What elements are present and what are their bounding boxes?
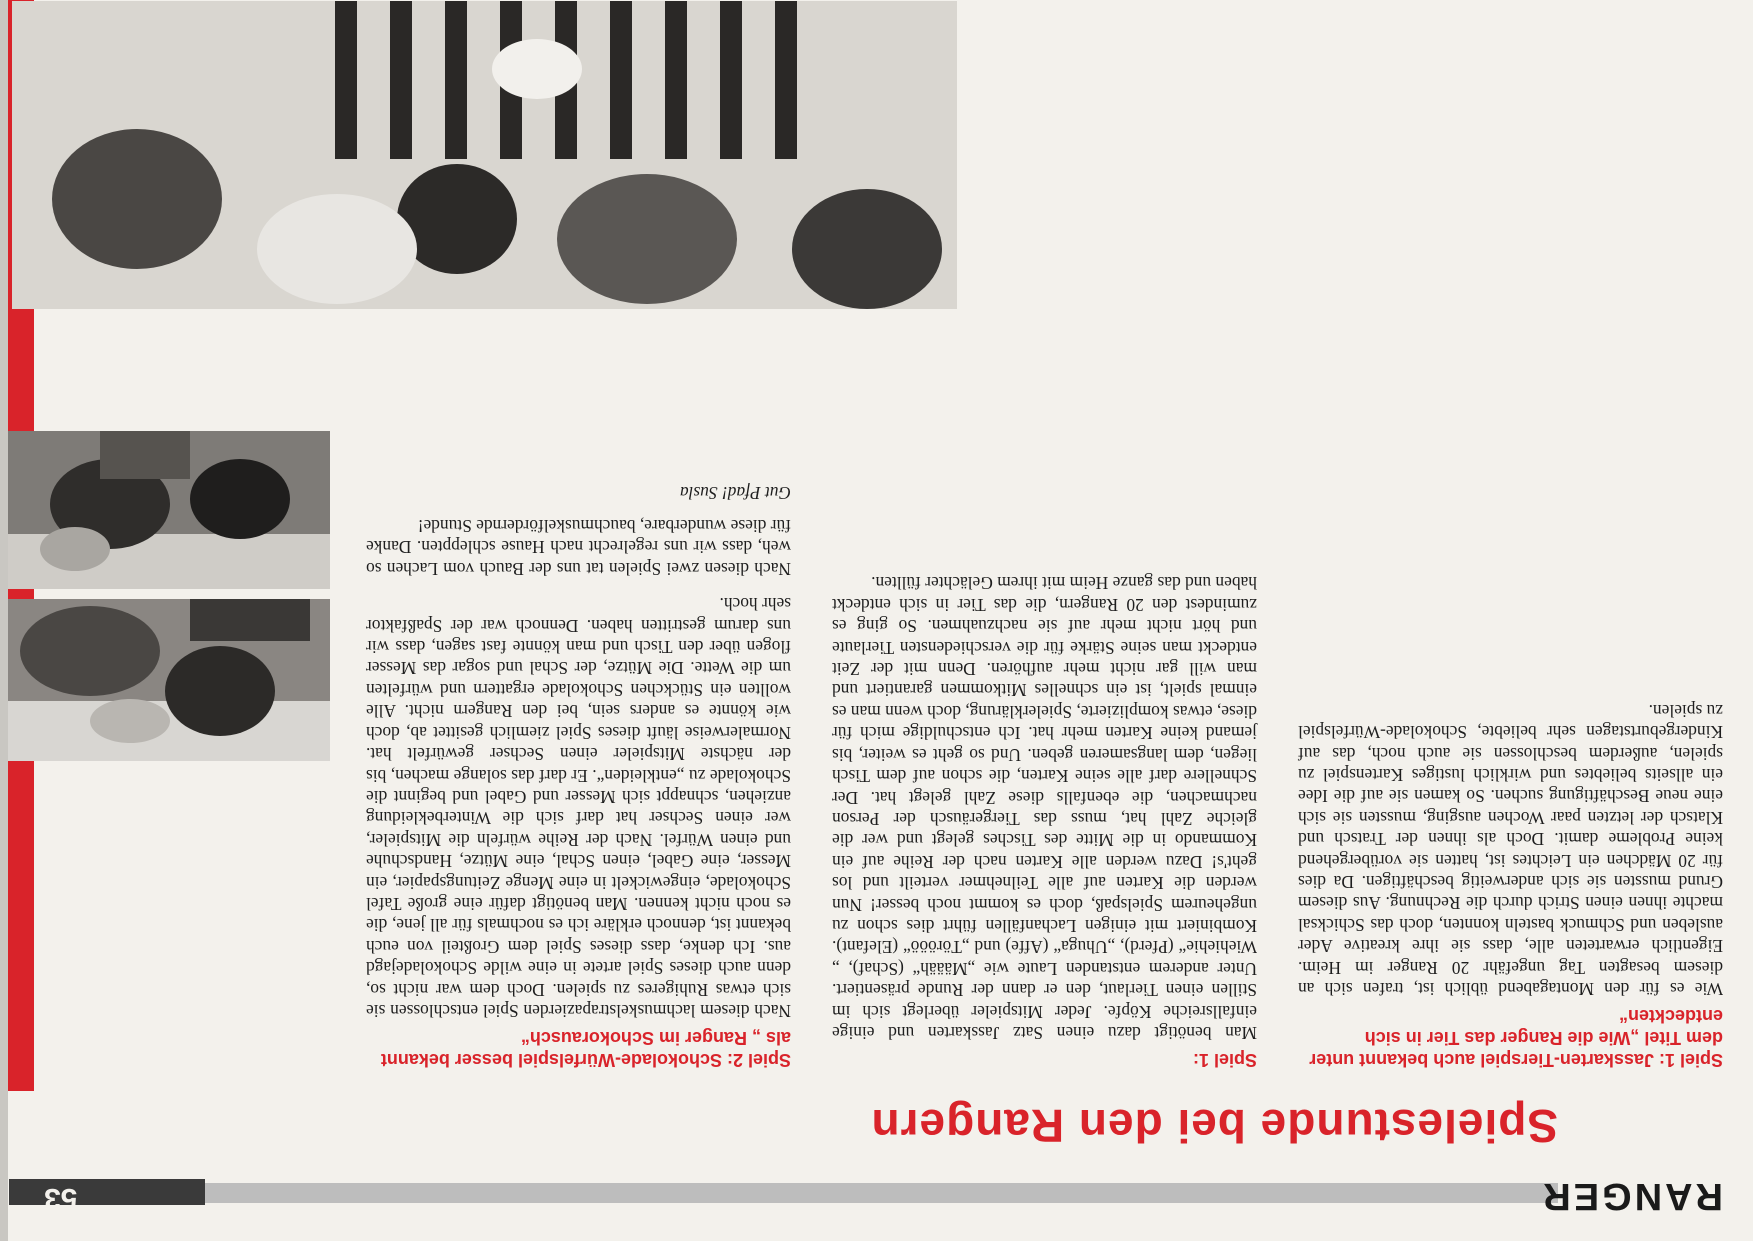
section-label: RANGER: [1540, 1175, 1723, 1217]
game2-paragraph-1: Nach diesem lachmuskelstrapazierden Spiel entschlossen sie sich etwas Ruhigeres zu spielen. Doch dem war nicht so, denn auch dieses Spiel artete in eine wilde Schokoladejagd aus. Ich denke, dass dieses Spiel dem Großteil von euch bekannt ist, dennoch erkläre ich es nochmals für all jene, die es noch nicht kennen. Man benötigt dafür eine große Tafel Schokolade, eingewickelt in eine Menge Zeitungspapier, ein Messer, eine Gabel, einen Schal, eine Mütze, Handschuhe und einen Würfel. Nach der Reihe würfeln die Mitspieler, wer einen Sechser hat darf sich die Winterbekleidung anziehen, schnappt sich Messer und Gabel und beginnt die Schokolade zu „entkleiden“. Er darf das solange machen, bis der nächste Mitspieler einen Sechser gewürfelt hat. Normalerweise läuft dieses Spiel ziemlich gesittet ab, doch wie könnte es anders sein, bei den Rangern nicht. Alle wollten ein Stückchen Schokolade ergattern und würfelten um die Wette. Die Mütze, der Schal und sogar das Messer flogen über den Tisch und man könnte fast sagen, dass wir uns darum gestritten haben. Dennoch war der Spaßfaktor sehr hoch.: [366, 594, 791, 1021]
column-1: [1298, 699, 1723, 1071]
column-3: [366, 481, 791, 1071]
page-number-box: [9, 1179, 205, 1205]
column-2: [832, 572, 1257, 1071]
photo-girl-with-chocolate: [8, 599, 330, 761]
game1-rules-heading: Spiel 1:: [1192, 1050, 1257, 1070]
photo-girl-in-winter-clothes: [8, 431, 330, 589]
page-number: 53: [44, 1182, 78, 1215]
signature: Gut Pfad! Susla: [679, 482, 791, 503]
game1-heading: Spiel 1: Jasskarten-Tierspiel auch bekannt unter dem Titel „Wie die Ranger das Tier in sich entdeckten“: [1309, 1006, 1723, 1070]
magazine-page: [8, 0, 1753, 1241]
game1-rules: Man benötigt dazu einen Satz Jasskarten und einige einfallsreiche Köpfe. Jeder Mitspieler überlegt sich im Stillen einen Tierlaut, den er dann der Runde präsentiert. Unter anderem entstanden Laute wie „Määäh“ (Schaf), „ Wiehiehie“ (Pferd), „Uhuga“ (Affe) und „Törööö“ (Elefant). Kombiniert mit einigen Lachanfällen führt dies schon zu ungeheurem Spielspaß, doch es kommt noch besser! Nun werden die Karten auf alle Teilnehmer verteilt und los geht's! Dazu werden alle Karten nach der Reihe auf ein Kommando in die Mitte des Tisches gelegt und wer die gleiche Zahl hat, muss das Tiergeräusch der Person nachmachen, die ebenfalls diese Zahl gelegt hat. Der Schnellere darf alle seine Karten, die schon auf dem Tisch liegen, dem langsameren geben. Und so geht es weiter, bis jemand keine Karten mehr hat. Ich entschuldige mich für diese, etwas komplizierte, Spielerklärung, doch wenn man es einmal spielt, ist ein schnelles Mitkommen garantiert und man will gar nicht mehr aufhören. Denn mit der Zeit entdeckt man seine Stärke für die verschiedensten Tierlaute und hört nicht mehr auf sie nachzuahmen. So ging es zumindest den 20 Rangern, die das Tier in sich entdeckt haben und das ganze Heim mit ihrem Gelächter füllten.: [832, 573, 1257, 1043]
photo-group-of-rangers: [12, 1, 957, 309]
header-band: [158, 1183, 1558, 1203]
game2-paragraph-2: Nach diesen zwei Spielen tat uns der Bauch vom Lachen so weh, dass wir uns regelrecht nach Hause schleppten. Danke für diese wunderbare, bauchmuskelfördernde Stunde!: [366, 516, 791, 579]
game2-heading: Spiel 2: Schokolade-Würfelspiel besser bekannt als „ Ranger im Schokorausch“: [380, 1028, 791, 1070]
game1-intro: Wie es für den Montagabend üblich ist, trafen sich an diesem besagten Tag ungefähr 20 Ranger im Heim. Eigentlich erwarteten alle, dass sie ihre kreative Ader ausleben und Schmuck basteln konnten, doch das Schicksal machte ihnen einen Strich durch die Rechnung. Aus diesem Grund mussten sie sich anderweitig beschäftigen. Da dies für 20 Mädchen ein Leichtes ist, hatten sie vorübergehend keine Probleme damit. Doch als ihnen der Tratsch und Klatsch der letzten paar Wochen ausging, mussten sie sich eine neue Beschäftigung suchen. So kamen sie auf die Idee ein allseits beliebtes und wirklich lustiges Kartenspiel zu spielen, außerdem beschlossen sie auch noch, das auf Kindergeburtstagen sehr beliebte, Schokolade-Würfelspiel zu spielen.: [1298, 700, 1723, 999]
article-title: Spielestunde bei den Rangern: [870, 1100, 1558, 1152]
